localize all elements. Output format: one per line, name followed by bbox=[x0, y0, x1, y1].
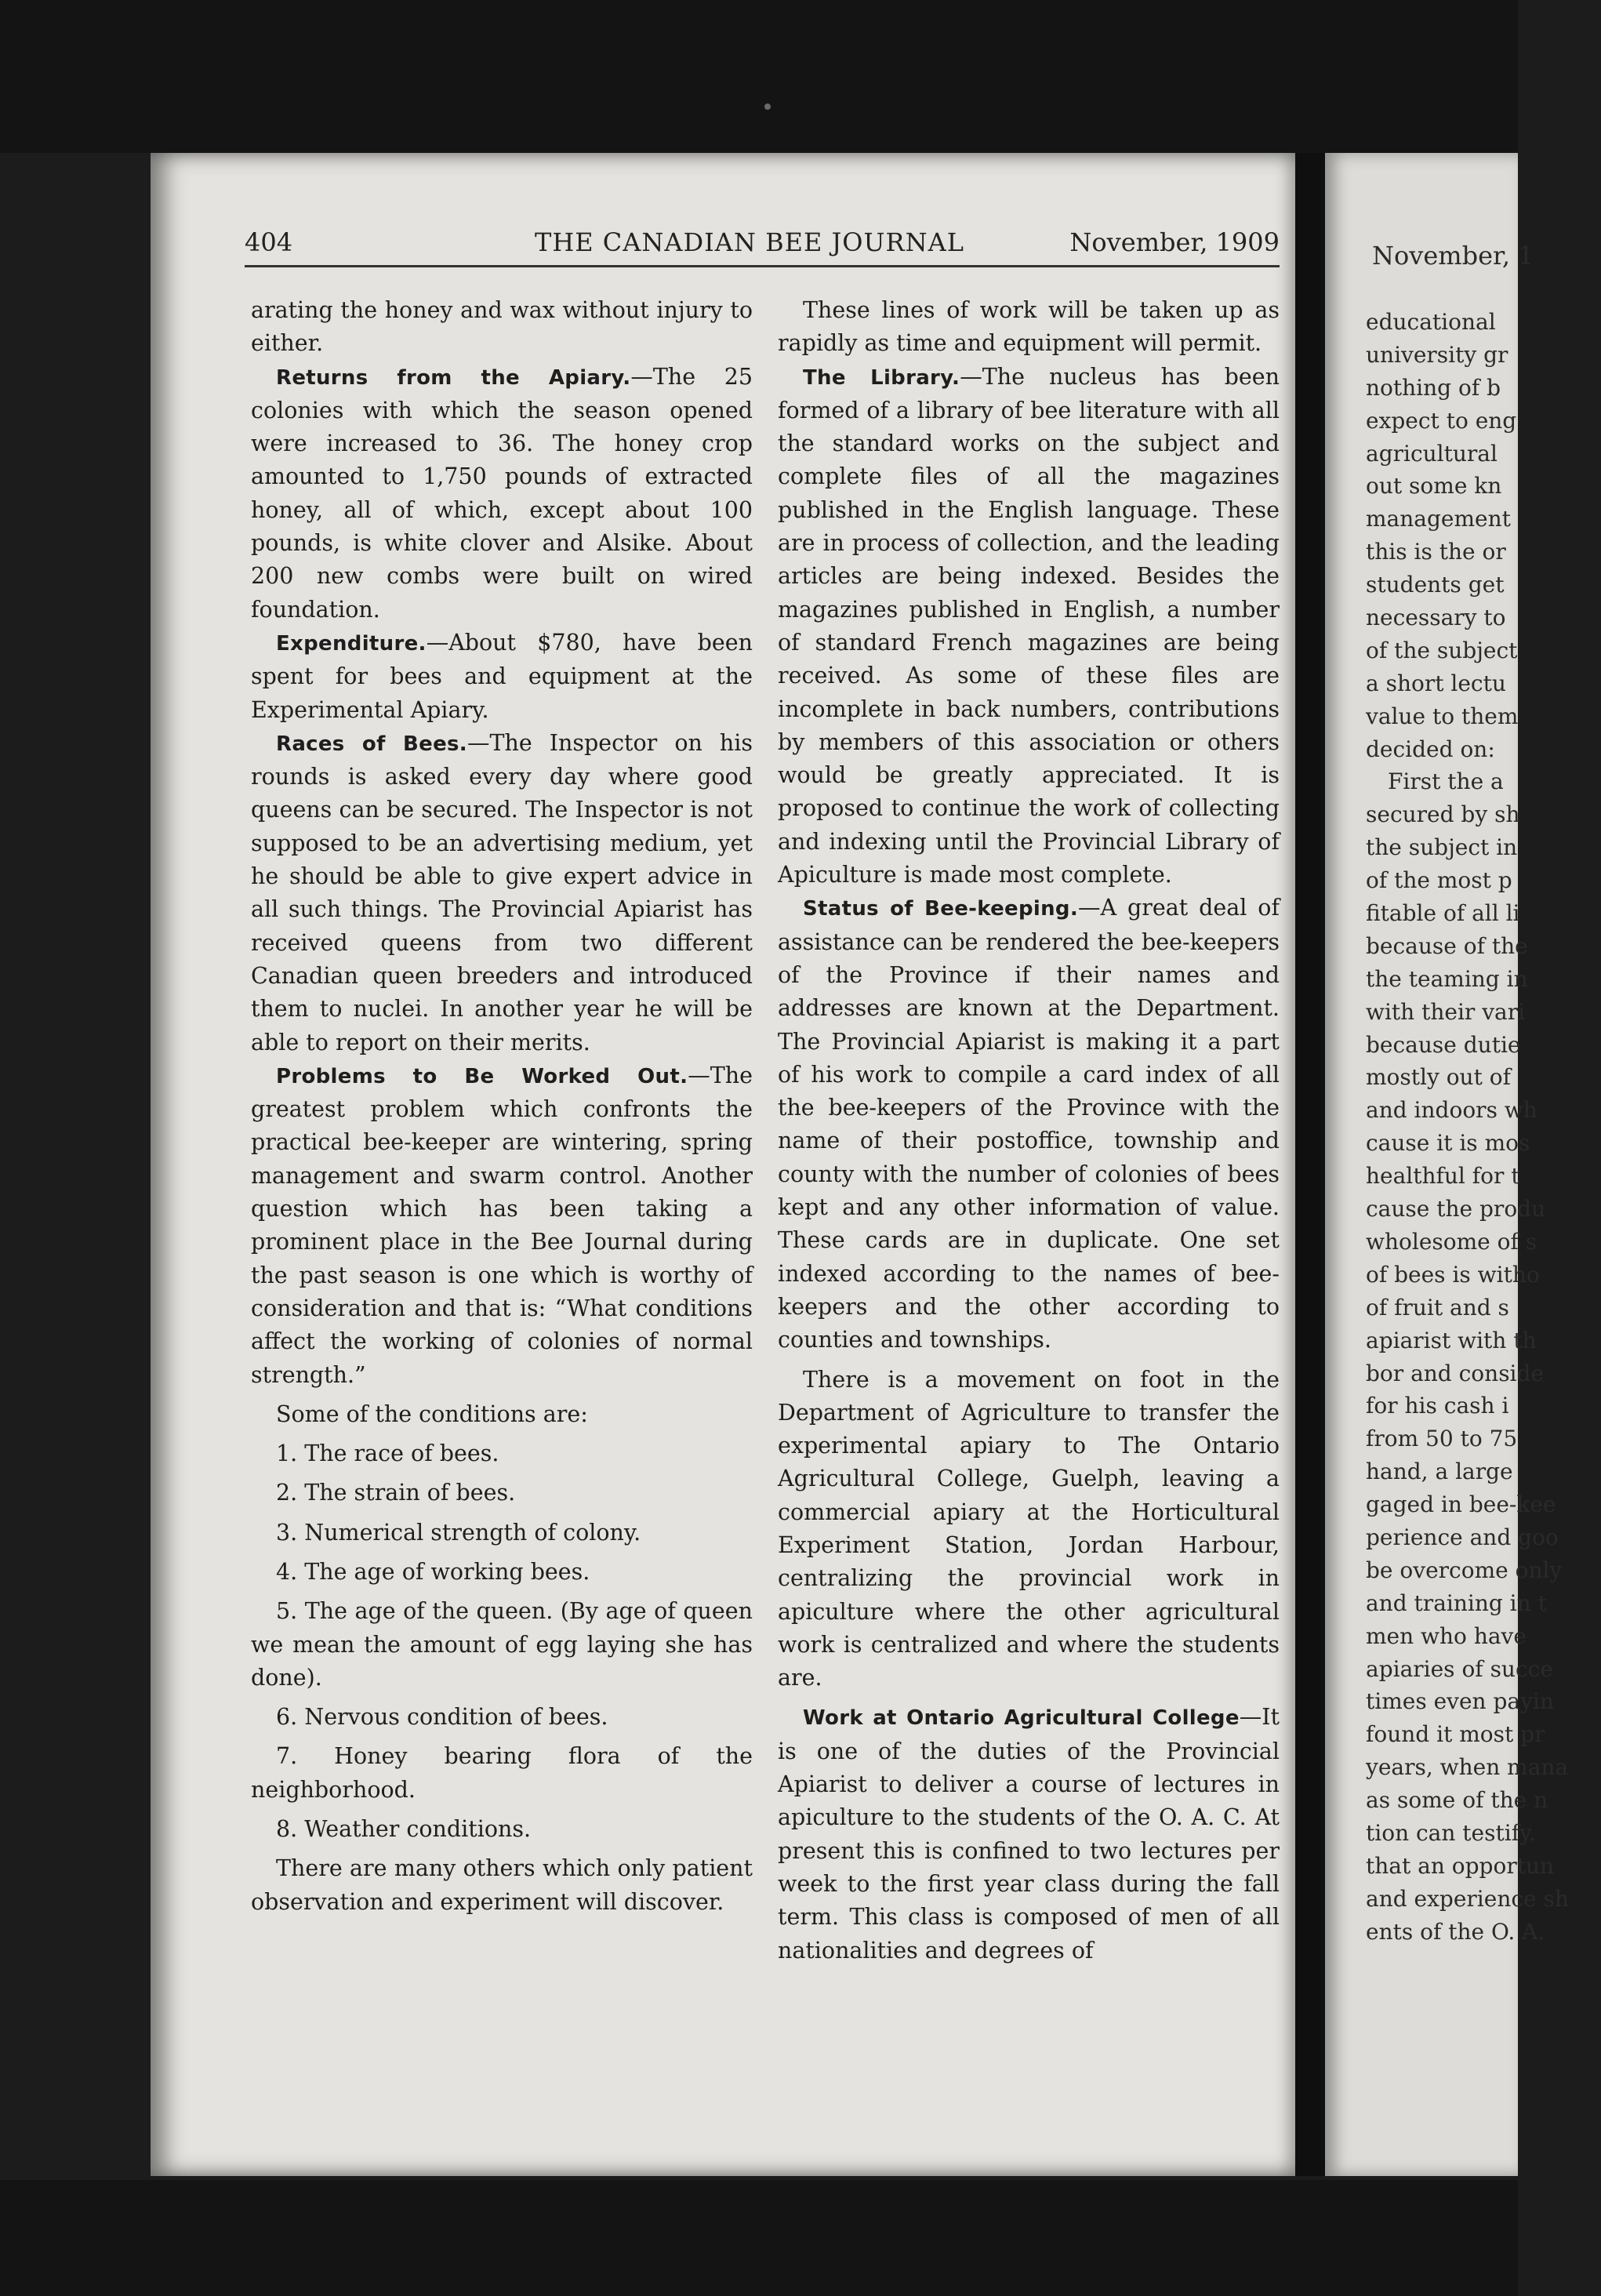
section-text: —It is one of the duties of the Provincial Apiarist to deliver a course of lectures in apiculture to the students of the O. A. C. At present this is confined to two lectures per week to the first year class during the fall term. This class is composed of men of all nationalities and degrees of bbox=[778, 1704, 1280, 1964]
text-line: of the most p bbox=[1366, 867, 1512, 894]
section-text: —A great deal of assistance can be rendered the bee-keepers of the Province if their names and addresses are known at the Department. The Provincial Apiarist is making it a part of his work to compile a card index of all the bee-keepers of the Province with the name of their postoffice, township and county with the number of colonies of bees kept and any other information of value. These cards are in duplicate. One set indexed according to the names of bee-keepers and the other according to counties and townships. bbox=[778, 895, 1280, 1353]
text-line: men who have bbox=[1366, 1622, 1527, 1649]
text-line: hand, a large bbox=[1366, 1459, 1513, 1485]
text-line: from 50 to 75 bbox=[1366, 1426, 1518, 1452]
section-text: —The greatest problem which confronts the practical bee-keeper are wintering, spring management and swarm control. Another question which has been taking a prominent place in the Bee Journal during the past season is one which is worthy of consideration and that is: “What conditions affect the working of colonies of normal strength.” bbox=[251, 1062, 753, 1388]
issue-date: November, 1909 bbox=[1069, 227, 1280, 257]
dust-speck bbox=[764, 104, 771, 110]
text-line: tion can testify. bbox=[1366, 1819, 1537, 1846]
text-line: a short lectu bbox=[1366, 670, 1506, 696]
section-status bbox=[778, 892, 1280, 1357]
list-item: 5. The age of the queen. (By age of queen we mean the amount of egg laying she has done). bbox=[251, 1598, 753, 1691]
text-line: decided on: bbox=[1366, 736, 1495, 762]
list-item: 2. The strain of bees. bbox=[276, 1480, 516, 1506]
list-intro: Some of the conditions are: bbox=[276, 1400, 588, 1427]
section-returns bbox=[251, 361, 753, 627]
text-line: students get bbox=[1366, 572, 1505, 598]
section-heading: Returns from the Apiary. bbox=[276, 365, 631, 390]
column-right bbox=[778, 294, 1280, 1967]
text-line: healthful for t bbox=[1366, 1163, 1520, 1190]
text-line: ents of the O. A. bbox=[1366, 1918, 1545, 1945]
text-line: and indoors wh bbox=[1366, 1097, 1537, 1124]
text-line: apiarist with th bbox=[1366, 1327, 1537, 1353]
right-page-text bbox=[1366, 306, 1601, 1949]
list-item: 1. The race of bees. bbox=[276, 1440, 499, 1467]
text-line: cause it is mos bbox=[1366, 1130, 1530, 1157]
section-library bbox=[778, 361, 1280, 892]
text-line: as some of the n bbox=[1366, 1787, 1548, 1814]
text-line: times even payin bbox=[1366, 1688, 1554, 1715]
text-line: the subject in bbox=[1366, 834, 1518, 861]
text-line: value to them bbox=[1366, 703, 1519, 729]
journal-title: THE CANADIAN BEE JOURNAL bbox=[535, 227, 964, 257]
section-heading: Status of Bee-keeping. bbox=[803, 897, 1078, 921]
text-line: cause the produ bbox=[1366, 1196, 1546, 1222]
text-line: apiaries of succe bbox=[1366, 1655, 1553, 1682]
section-expenditure bbox=[251, 627, 753, 727]
text-line: nothing of b bbox=[1366, 374, 1501, 401]
text-line: that an opportun bbox=[1366, 1852, 1555, 1879]
section-heading: The Library. bbox=[803, 365, 960, 390]
text-line: expect to eng bbox=[1366, 407, 1517, 434]
list-item: 4. The age of working bees. bbox=[276, 1558, 590, 1585]
page-gutter bbox=[1295, 153, 1325, 2176]
film-border-top bbox=[0, 0, 1518, 153]
closing-paragraph: There are many others which only patient observation and experiment will discover. bbox=[251, 1855, 753, 1915]
text-line: for his cash i bbox=[1366, 1393, 1509, 1419]
paragraph: These lines of work will be taken up as rapidly as time and equipment will permit. bbox=[778, 297, 1280, 357]
text-line: secured by sh bbox=[1366, 801, 1520, 828]
text-line: management bbox=[1366, 506, 1511, 532]
text-line: bor and conside bbox=[1366, 1360, 1545, 1386]
list-item: 7. Honey bearing flora of the neighborhood. bbox=[251, 1743, 753, 1803]
text-line: this is the or bbox=[1366, 539, 1506, 565]
text-line: wholesome of s bbox=[1366, 1228, 1537, 1255]
text-line: perience and goo bbox=[1366, 1524, 1559, 1550]
header-rule bbox=[245, 265, 1280, 267]
left-page bbox=[151, 153, 1295, 2176]
text-line: found it most pr bbox=[1366, 1721, 1545, 1748]
section-heading: Expenditure. bbox=[276, 631, 427, 656]
right-page-header: November, 1 bbox=[1372, 241, 1534, 271]
text-line: First the a bbox=[1388, 768, 1504, 795]
text-line: be overcome only bbox=[1366, 1557, 1563, 1583]
text-line: fitable of all li bbox=[1366, 900, 1520, 927]
section-heading: Races of Bees. bbox=[276, 732, 467, 756]
list-item: 8. Weather conditions. bbox=[276, 1816, 532, 1843]
section-text: —The 25 colonies with which the season opened were increased to 36. The honey crop amounted to 1,750 pounds of extracted honey, all of which, except about 100 pounds, is white clover and Alsike. About 200 new combs were built on wired foundation. bbox=[251, 363, 753, 623]
list-item: 3. Numerical strength of colony. bbox=[276, 1519, 641, 1546]
section-heading: Work at Ontario Agricultural College bbox=[803, 1706, 1240, 1731]
text-line: gaged in bee-kee bbox=[1366, 1491, 1556, 1518]
section-heading: Problems to Be Worked Out. bbox=[276, 1064, 688, 1088]
section-problems bbox=[251, 1059, 753, 1392]
text-line: of bees is witho bbox=[1366, 1261, 1540, 1288]
section-text: —The nucleus has been formed of a library of bee literature with all the standard works on the subject and complete files of all the magazines published in the English language. These are in process of collection, and the leading articles are being indexed. Besides the magazines published in English, a number of standard French magazines are being received. As some of these files are incomplete in back numbers, contributions by members of this association or others would be greatly appreciated. It is proposed to continue the work of collecting and indexing until the Provincial Library of Apiculture is made most complete. bbox=[778, 363, 1280, 888]
column-left bbox=[251, 294, 753, 1919]
section-text: —About $780, have been spent for bees and equipment at the Experimental Apiary. bbox=[251, 629, 753, 723]
text-line: mostly out of bbox=[1366, 1064, 1511, 1091]
paragraph: There is a movement on foot in the Department of Agriculture to transfer the experimental apiary to The Ontario Agricultural College, Guelph, leaving a commercial apiary at the Horticultural Experiment Station, Jordan Harbour, centralizing the provincial work in apiculture where the other agricultural work is centralized and where the students are. bbox=[778, 1366, 1280, 1691]
list-item: 6. Nervous condition of bees. bbox=[276, 1704, 608, 1731]
text-line: the teaming in bbox=[1366, 965, 1528, 992]
section-races bbox=[251, 727, 753, 1059]
section-oac bbox=[778, 1701, 1280, 1967]
running-head bbox=[245, 227, 1295, 263]
text-line: out some kn bbox=[1366, 473, 1502, 500]
text-line: of the subject bbox=[1366, 637, 1518, 663]
text-line: years, when mana bbox=[1366, 1754, 1569, 1781]
text-line: with their vari bbox=[1366, 998, 1526, 1025]
text-line: necessary to bbox=[1366, 605, 1506, 631]
film-border-bottom bbox=[0, 2180, 1518, 2296]
text-line: because of the bbox=[1366, 932, 1528, 959]
paragraph: arating the honey and wax without injury to either. bbox=[251, 297, 753, 357]
page-number: 404 bbox=[245, 227, 293, 257]
text-line: educational bbox=[1366, 309, 1496, 335]
text-line: agricultural bbox=[1366, 440, 1498, 467]
text-line: and training in t bbox=[1366, 1589, 1547, 1616]
text-line: because dutie bbox=[1366, 1031, 1521, 1058]
right-page-fragment bbox=[1325, 153, 1569, 2176]
section-text: —The Inspector on his rounds is asked every day where good queens can be secured. The Inspector is not supposed to be an advertising medium, yet he should be able to give expert advice in all such things. The Provincial Apiarist has received queens from two different Canadian queen breeders and introduced them to nuclei. In another year he will be able to report on their merits. bbox=[251, 729, 753, 1055]
text-line: university gr bbox=[1366, 341, 1508, 368]
text-line: of fruit and s bbox=[1366, 1294, 1509, 1321]
text-line: and experience sh bbox=[1366, 1885, 1569, 1912]
